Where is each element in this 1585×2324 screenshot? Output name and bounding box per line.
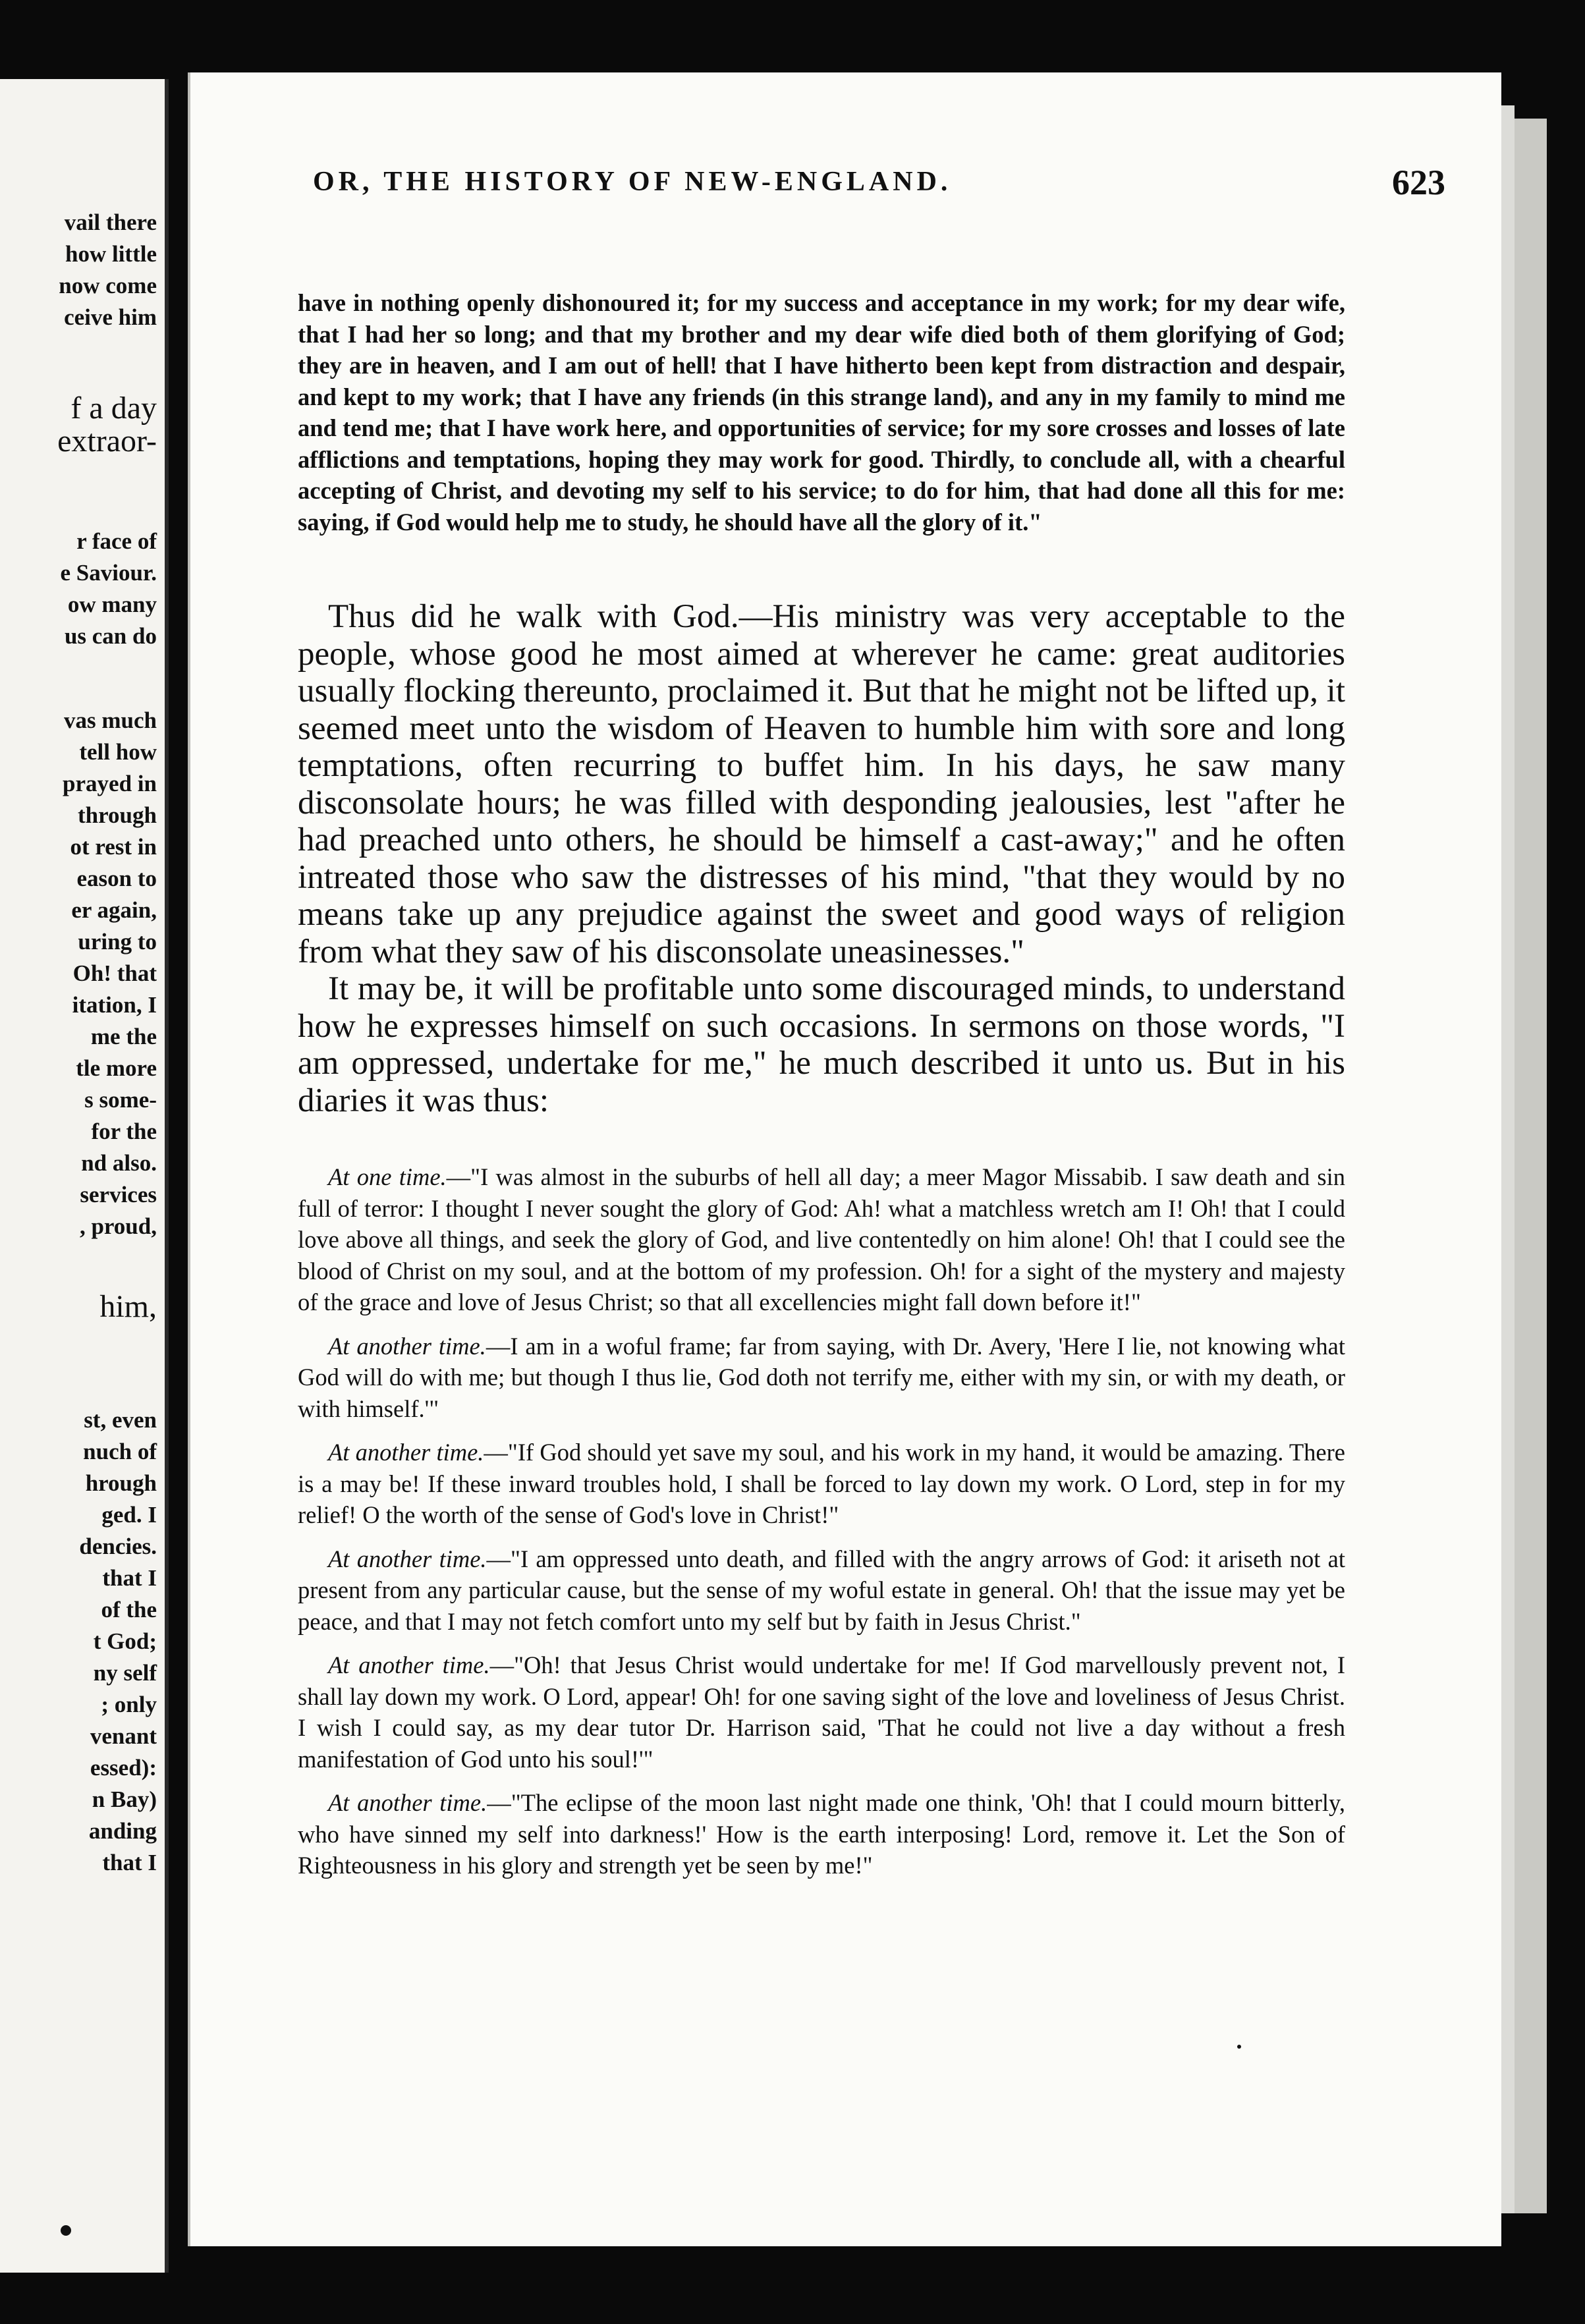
left-page-line: nuch of — [83, 1439, 157, 1464]
diary-entries — [298, 1161, 1345, 1894]
left-page-line: tle more — [76, 1055, 157, 1081]
left-page-line: of the — [101, 1597, 157, 1622]
left-page-line: now come — [59, 273, 157, 298]
diary-entry — [298, 1543, 1345, 1638]
diary-lead: At another time. — [328, 1545, 487, 1572]
left-page-line: me the — [90, 1024, 157, 1049]
left-page-line: how little — [65, 241, 157, 267]
left-page-line: ot rest in — [70, 834, 157, 860]
left-page-line: extraor- — [57, 424, 157, 458]
diary-entry — [298, 1649, 1345, 1775]
diary-text: —"The eclipse of the moon last night made one think, 'Oh! that I could mourn bitterly, who have sinned my self into darkness!' How is the earth interposing! Lord, remove it. Let the Son of Righteousness in his glory and strength yet be seen by me!" — [298, 1789, 1345, 1879]
page-edge — [1512, 119, 1547, 2213]
diary-entry — [298, 1161, 1345, 1318]
left-page-line: er again, — [71, 897, 157, 923]
left-page-line: hrough — [85, 1470, 157, 1496]
left-page-line: uring to — [78, 929, 157, 954]
left-page-line: for the — [91, 1119, 157, 1144]
page-number: 623 — [1392, 163, 1445, 202]
left-page-line: st, even — [84, 1407, 157, 1433]
left-page-line: ceive him — [64, 304, 157, 330]
diary-entry — [298, 1437, 1345, 1531]
left-page-line: eason to — [76, 866, 157, 891]
ink-speck — [1237, 2045, 1241, 2049]
diary-text: —"I was almost in the suburbs of hell all day; a meer Magor Missabib. I saw death and sin full of terror: I thought I never sought the glory of God: Ah! what a matchless wretch am I! Oh! that I could love above all things, and seek the glory of God, and live contentedly on him alone! Oh! that I could see the blood of Christ on my soul, and at the bottom of my profession. Oh! for a sight of the mystery and majesty of the grace and love of Jesus Christ; so that all excellencies might fall down before it!" — [298, 1163, 1345, 1315]
left-page-line: vail there — [64, 209, 157, 235]
left-page-line: ged. I — [101, 1502, 157, 1528]
left-page-line: ny self — [93, 1660, 157, 1686]
diary-entry — [298, 1331, 1345, 1425]
diary-entry — [298, 1787, 1345, 1881]
ink-speck — [61, 2225, 71, 2236]
left-page-line: that I — [102, 1565, 157, 1591]
left-page-line: anding — [88, 1818, 157, 1844]
left-page-line: t God; — [93, 1628, 157, 1654]
diary-text: —"I am oppressed unto death, and filled with the angry arrows of God: it ariseth not at present from any particular cause, but the sense of my woful estate in general. Oh! that the issue may yet be peace, and that I may not fetch comfort unto my self but by faith in Jesus Christ." — [298, 1545, 1345, 1635]
body-paragraph: It may be, it will be profitable unto some discouraged minds, to understand how he expresses himself on such occasions. In sermons on those words, "I am oppressed, undertake for me," he much described it unto us. But in his diaries it was thus: — [298, 970, 1345, 1119]
left-page-line: , proud, — [79, 1213, 157, 1239]
left-page-line: that I — [102, 1850, 157, 1875]
left-page-line: vas much — [64, 707, 157, 733]
left-page-line: dencies. — [79, 1534, 157, 1559]
left-page-line: through — [78, 802, 157, 828]
left-page-line: us can do — [64, 623, 157, 649]
left-page-line: ; only — [101, 1692, 157, 1717]
left-page-line: prayed in — [63, 771, 157, 796]
main-text — [298, 598, 1345, 1119]
diary-lead: At one time. — [328, 1163, 447, 1190]
left-page-line: f a day — [70, 391, 157, 426]
left-page-line: itation, I — [72, 992, 157, 1018]
left-page-line: n Bay) — [92, 1786, 157, 1812]
body-paragraph: Thus did he walk with God.—His ministry was very acceptable to the people, whose good he most aimed at wherever he came: great auditories usually flocking thereunto, proclaimed it. But that he might not be lifted up, it seemed meet unto the wisdom of Heaven to humble him with sore and long temptations, often recurring to buffet him. In his days, he saw many disconsolate hours; he was filled with desponding jealousies, lest "after he had preached unto others, he should be himself a cast-away;" and he often intreated those who saw the distresses of his mind, "that they would by no means take up any prejudice against the sweet and good ways of religion from what they saw of his disconsolate uneasinesses." — [298, 598, 1345, 970]
diary-lead: At another time. — [328, 1439, 484, 1466]
left-page-fragment — [0, 79, 169, 2273]
diary-lead: At another time. — [328, 1651, 490, 1678]
left-page-line: e Saviour. — [60, 560, 157, 586]
left-page-line: him, — [99, 1289, 157, 1324]
diary-text: —"If God should yet save my soul, and his work in my hand, it would be amazing. There is a may be! If these inward troubles hold, I shall be forced to lay down my work. O Lord, step in for my relief! O the worth of the sense of God's love in Christ!" — [298, 1439, 1345, 1528]
diary-lead: At another time. — [328, 1332, 486, 1360]
left-page-line: s some- — [84, 1087, 157, 1113]
quote-top-text: have in nothing openly dishonoured it; for my success and acceptance in my work; for my dear wife, that I had her so long; and that my brother and my dear wife died both of them glorifying of God; they are in heaven, and I am out of hell! that I have hitherto been kept from distraction and despair, and kept to my work; that I have any friends (in this strange land), and any in my family to mind me and tend me; that I have work here, and opportunities of service; for my sore crosses and losses of late afflictions and temptations, hoping they may work for good. Thirdly, to conclude all, with a chearful accepting of Christ, and devoting my self to his service; to do for him, that had done all this for me: saying, if God would help me to study, he should have all the glory of it." — [298, 289, 1345, 536]
left-page-line: essed): — [90, 1755, 157, 1781]
left-page-line: r face of — [76, 528, 157, 554]
diary-text: —I am in a woful frame; far from saying, with Dr. Avery, 'Here I lie, not knowing what God will do with me; but though I thus lie, God doth not terrify me, either with my sin, or with my death, or with himself.'" — [298, 1332, 1345, 1422]
left-page-line: services — [80, 1182, 157, 1207]
left-page-line: tell how — [79, 739, 157, 765]
quote-continuation — [298, 287, 1345, 550]
diary-lead: At another time. — [328, 1789, 487, 1816]
left-page-line: nd also. — [81, 1150, 157, 1176]
left-page-line: ow many — [67, 592, 157, 617]
left-page-line: Oh! that — [72, 960, 157, 986]
running-head: OR, THE HISTORY OF NEW-ENGLAND. — [313, 167, 952, 197]
left-page-line: venant — [90, 1723, 157, 1749]
diary-text: —"Oh! that Jesus Christ would undertake for me! If God marvellously prevent not, I shall lay down my work. O Lord, appear! Oh! for one saving sight of the love and loveliness of Jesus Christ. I wish I could say, as my dear tutor Dr. Harrison said, 'That he could not live a day without a fresh manifestation of God unto his soul!'" — [298, 1651, 1345, 1773]
